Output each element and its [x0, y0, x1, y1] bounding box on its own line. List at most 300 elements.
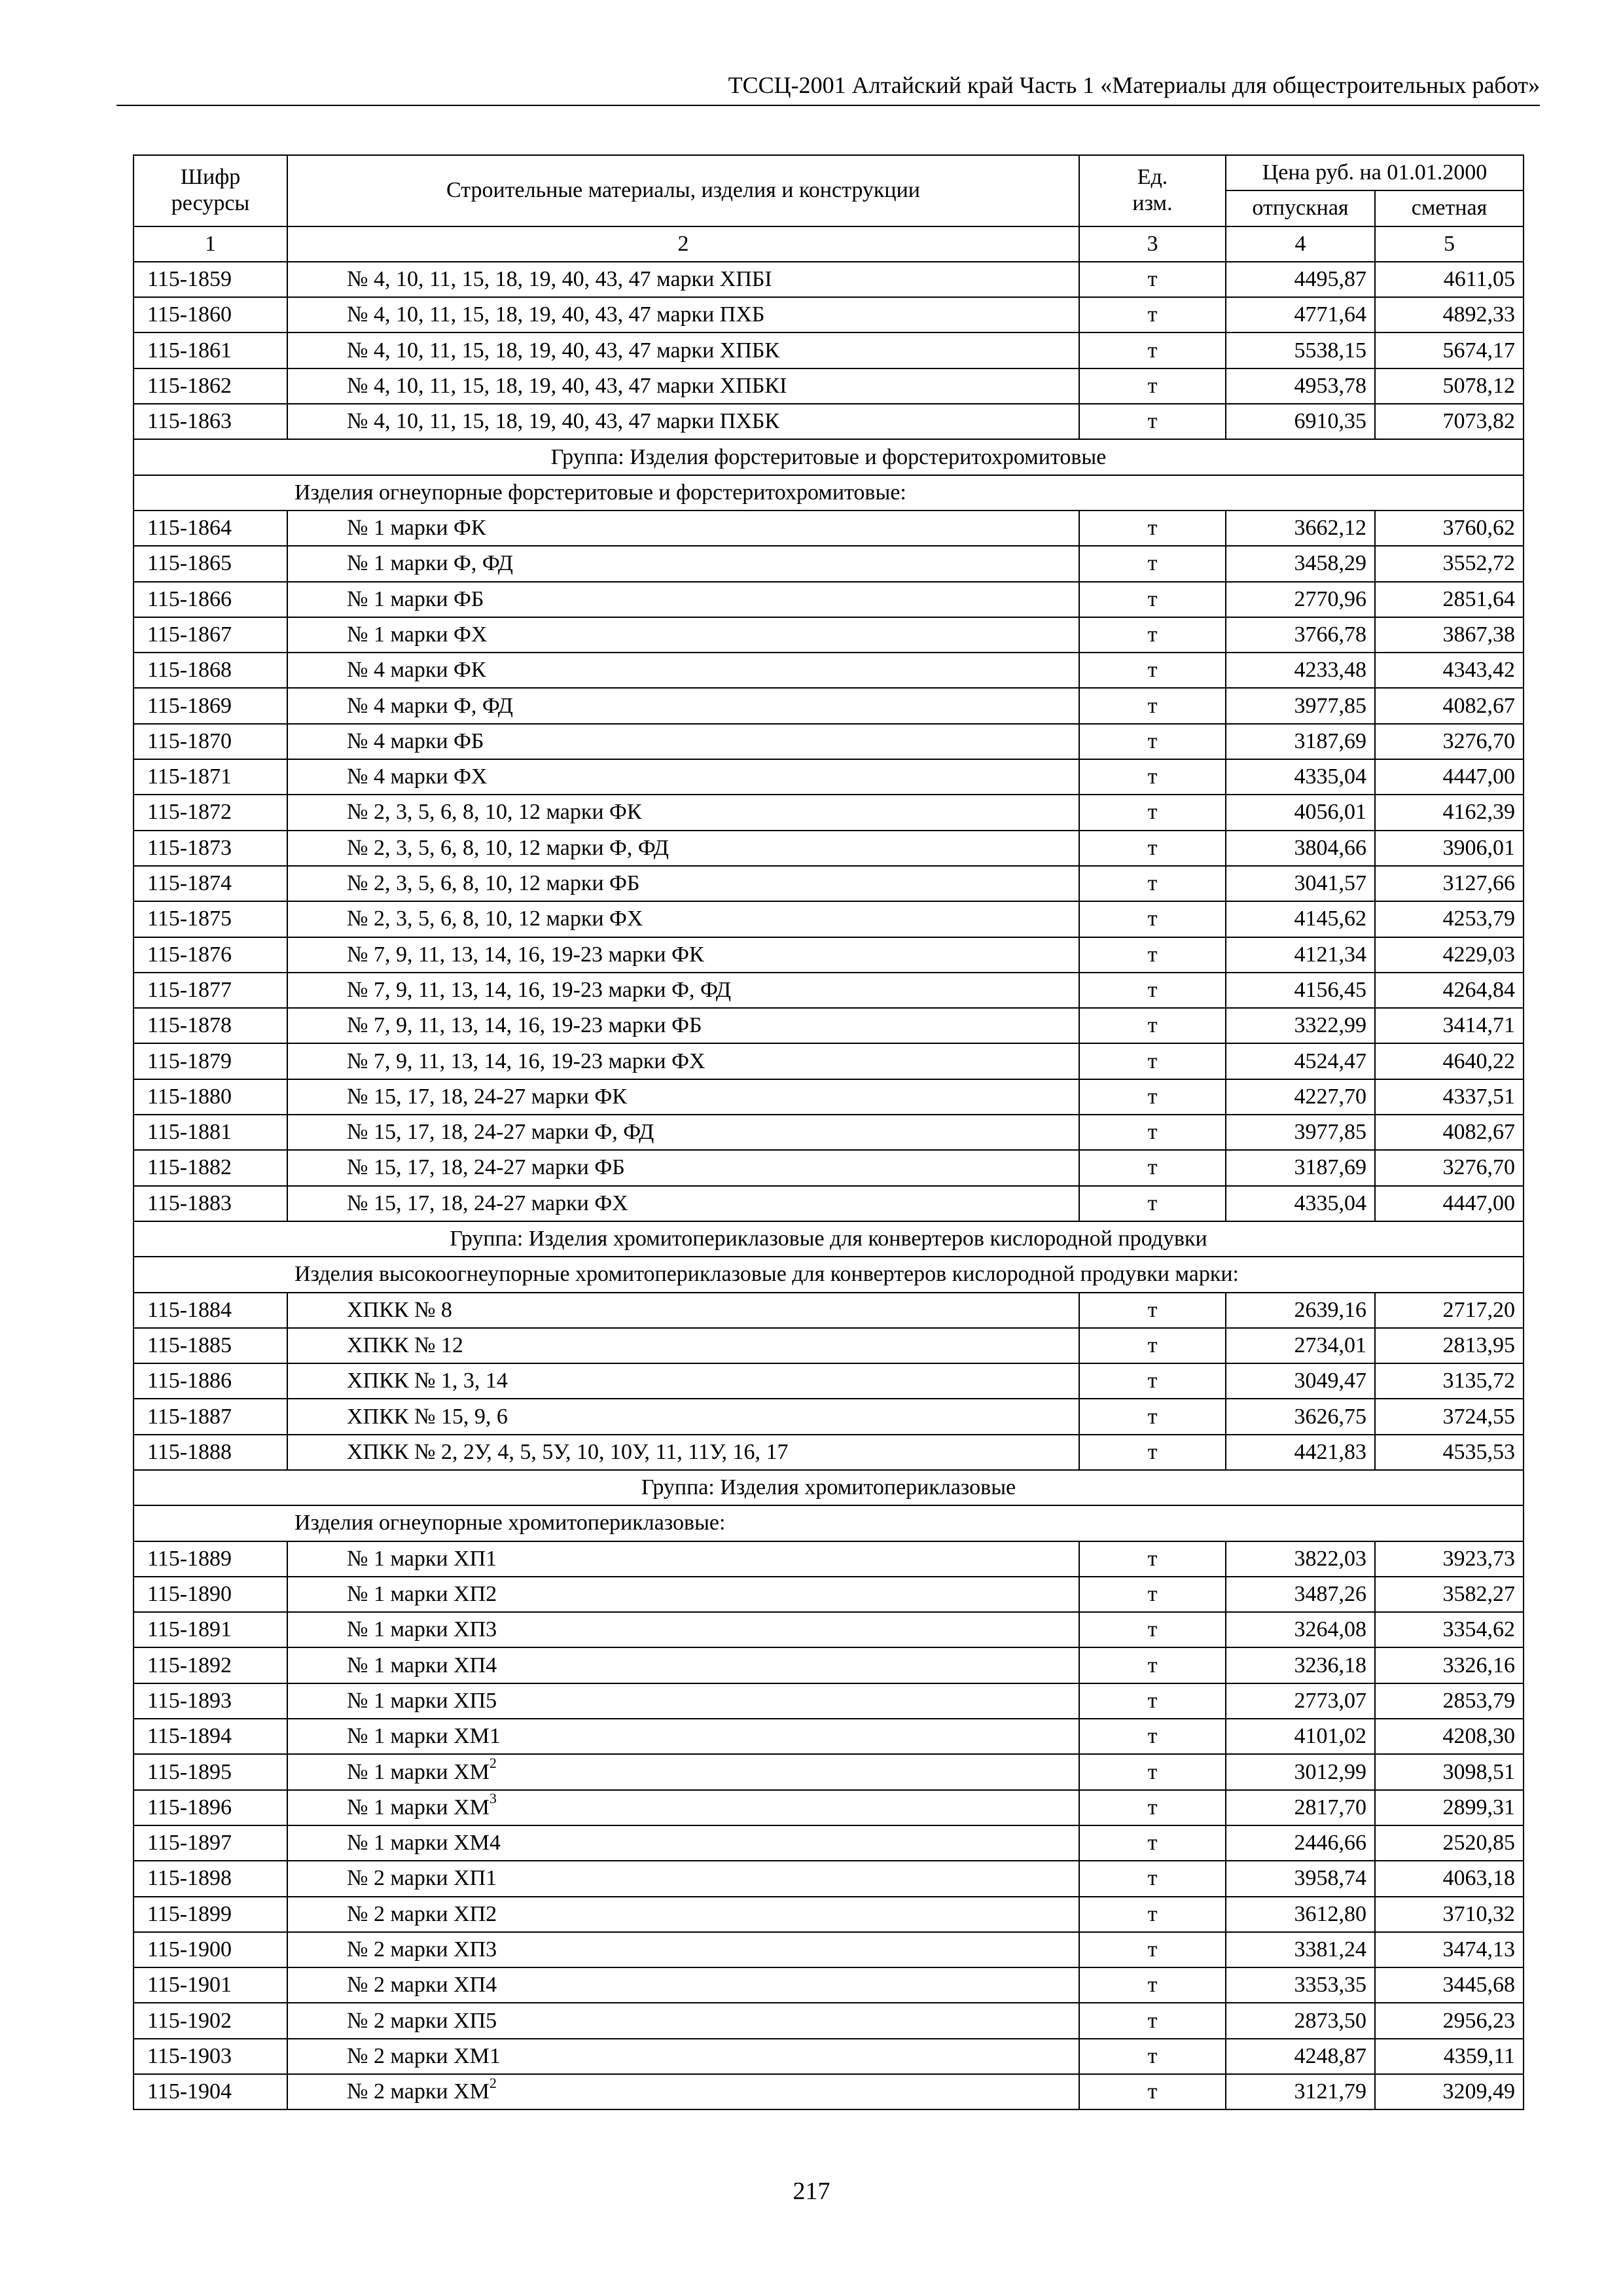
subgroup-title: Изделия огнеупорные хромитопериклазовые:	[134, 1505, 1524, 1541]
table-row	[134, 831, 1524, 866]
table-row	[134, 1967, 1524, 2003]
header-price: Цена руб. на 01.01.2000	[1226, 155, 1524, 190]
unit-of-measure: т	[1079, 1683, 1226, 1719]
table-row	[134, 901, 1524, 937]
table-row	[134, 1541, 1524, 1577]
material-name: № 1 марки ФХ	[287, 617, 1079, 653]
table-row	[134, 2039, 1524, 2074]
unit-of-measure: т	[1079, 2003, 1226, 2038]
estimate-price: 3276,70	[1375, 1150, 1524, 1185]
unit-of-measure: т	[1079, 724, 1226, 759]
resource-code: 115-1864	[134, 511, 287, 546]
table-row	[134, 1932, 1524, 1967]
release-price: 2639,16	[1226, 1293, 1375, 1328]
table-row	[134, 1186, 1524, 1221]
release-price: 4227,70	[1226, 1079, 1375, 1115]
unit-of-measure: т	[1079, 1825, 1226, 1861]
release-price: 2817,70	[1226, 1790, 1375, 1825]
unit-of-measure: т	[1079, 511, 1226, 546]
release-price: 3264,08	[1226, 1612, 1375, 1647]
resource-code: 115-1875	[134, 901, 287, 937]
resource-code: 115-1865	[134, 546, 287, 581]
material-name: № 1 марки ХП1	[287, 1541, 1079, 1577]
table-row	[134, 866, 1524, 901]
material-name: ХПКК № 12	[287, 1328, 1079, 1363]
header-rule	[116, 105, 1540, 106]
resource-code: 115-1887	[134, 1399, 287, 1434]
resource-code: 115-1903	[134, 2039, 287, 2074]
release-price: 4771,64	[1226, 297, 1375, 332]
estimate-price: 4229,03	[1375, 937, 1524, 973]
table-row	[134, 297, 1524, 332]
running-header: ТССЦ-2001 Алтайский край Часть 1 «Материалы для общестроительных работ»	[728, 72, 1540, 98]
release-price: 5538,15	[1226, 332, 1375, 368]
table-row	[134, 973, 1524, 1008]
material-name-text: № 1 марки ХМ	[347, 1759, 490, 1784]
release-price: 3822,03	[1226, 1541, 1375, 1577]
table-row	[134, 1719, 1524, 1754]
table-row	[134, 1435, 1524, 1470]
table-row	[134, 1363, 1524, 1399]
material-name: ХПКК № 8	[287, 1293, 1079, 1328]
resource-code: 115-1870	[134, 724, 287, 759]
material-name: № 4, 10, 11, 15, 18, 19, 40, 43, 47 марки ПХБК	[287, 404, 1079, 439]
resource-code: 115-1886	[134, 1363, 287, 1399]
estimate-price: 5674,17	[1375, 332, 1524, 368]
release-price: 4524,47	[1226, 1043, 1375, 1079]
unit-of-measure: т	[1079, 1719, 1226, 1754]
superscript: 2	[489, 1755, 497, 1772]
resource-code: 115-1861	[134, 332, 287, 368]
unit-of-measure: т	[1079, 368, 1226, 404]
release-price: 3041,57	[1226, 866, 1375, 901]
material-name: № 7, 9, 11, 13, 14, 16, 19-23 марки ФК	[287, 937, 1079, 973]
resource-code: 115-1902	[134, 2003, 287, 2038]
resource-code: 115-1881	[134, 1115, 287, 1150]
resource-code: 115-1871	[134, 759, 287, 795]
column-number-row	[134, 226, 1524, 262]
release-price: 2770,96	[1226, 582, 1375, 617]
subgroup-title: Изделия высокоогнеупорные хромитопериклазовые для конвертеров кислородной продувки марки:	[134, 1257, 1524, 1292]
subgroup-row	[134, 475, 1524, 511]
unit-of-measure: т	[1079, 1363, 1226, 1399]
material-name: № 7, 9, 11, 13, 14, 16, 19-23 марки ФБ	[287, 1008, 1079, 1043]
resource-code: 115-1890	[134, 1577, 287, 1612]
estimate-price: 3906,01	[1375, 831, 1524, 866]
table-body	[134, 262, 1524, 2109]
resource-code: 115-1893	[134, 1683, 287, 1719]
release-price: 3187,69	[1226, 724, 1375, 759]
table-row	[134, 368, 1524, 404]
unit-of-measure: т	[1079, 1932, 1226, 1967]
release-price: 3187,69	[1226, 1150, 1375, 1185]
release-price: 4121,34	[1226, 937, 1375, 973]
release-price: 3236,18	[1226, 1647, 1375, 1683]
material-name: № 1 марки ХП2	[287, 1577, 1079, 1612]
release-price: 4335,04	[1226, 1186, 1375, 1221]
estimate-price: 4208,30	[1375, 1719, 1524, 1754]
estimate-price: 4162,39	[1375, 795, 1524, 830]
release-price: 4233,48	[1226, 653, 1375, 688]
unit-of-measure: т	[1079, 1790, 1226, 1825]
material-name: ХПКК № 15, 9, 6	[287, 1399, 1079, 1434]
group-title: Группа: Изделия хромитопериклазовые для конвертеров кислородной продувки	[134, 1221, 1524, 1257]
material-name-text: № 1 марки ХМ	[347, 1795, 490, 1820]
material-name: № 7, 9, 11, 13, 14, 16, 19-23 марки Ф, ФД	[287, 973, 1079, 1008]
release-price: 4421,83	[1226, 1435, 1375, 1470]
unit-of-measure: т	[1079, 1043, 1226, 1079]
estimate-price: 4082,67	[1375, 688, 1524, 723]
unit-of-measure: т	[1079, 1328, 1226, 1363]
unit-of-measure: т	[1079, 1612, 1226, 1647]
unit-of-measure: т	[1079, 901, 1226, 937]
unit-of-measure: т	[1079, 2039, 1226, 2074]
unit-of-measure: т	[1079, 1541, 1226, 1577]
superscript: 3	[489, 1790, 497, 1807]
unit-of-measure: т	[1079, 866, 1226, 901]
material-name: № 1 марки ХМ1	[287, 1719, 1079, 1754]
table-row	[134, 1647, 1524, 1683]
estimate-price: 4892,33	[1375, 297, 1524, 332]
estimate-price: 3724,55	[1375, 1399, 1524, 1434]
group-title-row	[134, 439, 1524, 475]
estimate-price: 2899,31	[1375, 1790, 1524, 1825]
material-name: № 1 марки ФБ	[287, 582, 1079, 617]
release-price: 3487,26	[1226, 1577, 1375, 1612]
material-name: № 15, 17, 18, 24-27 марки ФХ	[287, 1186, 1079, 1221]
unit-of-measure: т	[1079, 688, 1226, 723]
release-price: 3958,74	[1226, 1861, 1375, 1896]
unit-of-measure: т	[1079, 1115, 1226, 1150]
release-price: 3012,99	[1226, 1754, 1375, 1789]
table-row	[134, 1790, 1524, 1825]
estimate-price: 2717,20	[1375, 1293, 1524, 1328]
table-row	[134, 1825, 1524, 1861]
release-price: 3977,85	[1226, 688, 1375, 723]
resource-code: 115-1891	[134, 1612, 287, 1647]
resource-code: 115-1869	[134, 688, 287, 723]
material-name: № 1 марки ФК	[287, 511, 1079, 546]
estimate-price: 3135,72	[1375, 1363, 1524, 1399]
group-title-row	[134, 1221, 1524, 1257]
unit-of-measure: т	[1079, 1967, 1226, 2003]
resource-code: 115-1904	[134, 2074, 287, 2109]
release-price: 3049,47	[1226, 1363, 1375, 1399]
resource-code: 115-1882	[134, 1150, 287, 1185]
header-estimate-price: сметная	[1375, 190, 1524, 226]
table-row	[134, 688, 1524, 723]
table-row	[134, 1043, 1524, 1079]
material-name: № 1 марки ХП4	[287, 1647, 1079, 1683]
material-name: № 4 марки Ф, ФД	[287, 688, 1079, 723]
estimate-price: 4264,84	[1375, 973, 1524, 1008]
estimate-price: 3326,16	[1375, 1647, 1524, 1683]
unit-of-measure: т	[1079, 1577, 1226, 1612]
estimate-price: 4447,00	[1375, 1186, 1524, 1221]
material-name: № 1 марки ХМ4	[287, 1825, 1079, 1861]
estimate-price: 4535,53	[1375, 1435, 1524, 1470]
estimate-price: 3354,62	[1375, 1612, 1524, 1647]
table-row	[134, 1612, 1524, 1647]
release-price: 4056,01	[1226, 795, 1375, 830]
material-name: № 7, 9, 11, 13, 14, 16, 19-23 марки ФХ	[287, 1043, 1079, 1079]
resource-code: 115-1884	[134, 1293, 287, 1328]
resource-code: 115-1877	[134, 973, 287, 1008]
resource-code: 115-1900	[134, 1932, 287, 1967]
superscript: 2	[489, 2074, 497, 2091]
material-name: № 4 марки ФК	[287, 653, 1079, 688]
unit-of-measure: т	[1079, 1754, 1226, 1789]
material-name: № 2 марки ХП5	[287, 2003, 1079, 2038]
material-name-text: № 2 марки ХМ	[347, 2079, 490, 2104]
release-price: 3804,66	[1226, 831, 1375, 866]
resource-code: 115-1897	[134, 1825, 287, 1861]
material-name: № 4, 10, 11, 15, 18, 19, 40, 43, 47 марки ПХБ	[287, 297, 1079, 332]
unit-of-measure: т	[1079, 1186, 1226, 1221]
release-price: 3121,79	[1226, 2074, 1375, 2109]
estimate-price: 3582,27	[1375, 1577, 1524, 1612]
estimate-price: 4063,18	[1375, 1861, 1524, 1896]
table-row	[134, 1079, 1524, 1115]
unit-of-measure: т	[1079, 1399, 1226, 1434]
table-row	[134, 937, 1524, 973]
table-row	[134, 1328, 1524, 1363]
table-row	[134, 724, 1524, 759]
material-name: № 4, 10, 11, 15, 18, 19, 40, 43, 47 марки ХПБК	[287, 332, 1079, 368]
resource-code: 115-1896	[134, 1790, 287, 1825]
material-name: № 2, 3, 5, 6, 8, 10, 12 марки ФХ	[287, 901, 1079, 937]
material-name: № 1 марки ХП3	[287, 1612, 1079, 1647]
release-price: 3322,99	[1226, 1008, 1375, 1043]
release-price: 3381,24	[1226, 1932, 1375, 1967]
estimate-price: 2956,23	[1375, 2003, 1524, 2038]
material-name: № 15, 17, 18, 24-27 марки ФК	[287, 1079, 1079, 1115]
table-row	[134, 582, 1524, 617]
release-price: 3662,12	[1226, 511, 1375, 546]
release-price: 4156,45	[1226, 973, 1375, 1008]
resource-code: 115-1862	[134, 368, 287, 404]
resource-code: 115-1867	[134, 617, 287, 653]
unit-of-measure: т	[1079, 1079, 1226, 1115]
column-number: 3	[1079, 226, 1226, 262]
release-price: 4953,78	[1226, 368, 1375, 404]
table-row	[134, 653, 1524, 688]
table-row	[134, 2074, 1524, 2109]
table-row	[134, 1897, 1524, 1932]
material-name: ХПКК № 2, 2У, 4, 5, 5У, 10, 10У, 11, 11У, 16, 17	[287, 1435, 1079, 1470]
table-row	[134, 795, 1524, 830]
material-name: № 15, 17, 18, 24-27 марки Ф, ФД	[287, 1115, 1079, 1150]
table-row	[134, 1150, 1524, 1185]
table-row	[134, 1754, 1524, 1789]
material-name: № 4 марки ФХ	[287, 759, 1079, 795]
header-release-price: отпускная	[1226, 190, 1375, 226]
table-row	[134, 1577, 1524, 1612]
table-row	[134, 2003, 1524, 2038]
resource-code: 115-1885	[134, 1328, 287, 1363]
resource-code: 115-1880	[134, 1079, 287, 1115]
price-table	[133, 154, 1524, 2110]
estimate-price: 2851,64	[1375, 582, 1524, 617]
estimate-price: 3923,73	[1375, 1541, 1524, 1577]
estimate-price: 4082,67	[1375, 1115, 1524, 1150]
release-price: 2734,01	[1226, 1328, 1375, 1363]
release-price: 2773,07	[1226, 1683, 1375, 1719]
unit-of-measure: т	[1079, 1897, 1226, 1932]
material-name: № 2 марки ХП3	[287, 1932, 1079, 1967]
unit-of-measure: т	[1079, 795, 1226, 830]
unit-of-measure: т	[1079, 1861, 1226, 1896]
material-name: № 2 марки ХП4	[287, 1967, 1079, 2003]
table-row	[134, 1115, 1524, 1150]
resource-code: 115-1876	[134, 937, 287, 973]
unit-of-measure: т	[1079, 2074, 1226, 2109]
resource-code: 115-1878	[134, 1008, 287, 1043]
estimate-price: 4447,00	[1375, 759, 1524, 795]
release-price: 4495,87	[1226, 262, 1375, 297]
resource-code: 115-1894	[134, 1719, 287, 1754]
estimate-price: 2853,79	[1375, 1683, 1524, 1719]
release-price: 6910,35	[1226, 404, 1375, 439]
table-row	[134, 1683, 1524, 1719]
release-price: 3766,78	[1226, 617, 1375, 653]
resource-code: 115-1873	[134, 831, 287, 866]
column-number: 2	[287, 226, 1079, 262]
release-price: 4145,62	[1226, 901, 1375, 937]
material-name	[287, 2074, 1079, 2109]
column-number: 5	[1375, 226, 1524, 262]
estimate-price: 3098,51	[1375, 1754, 1524, 1789]
estimate-price: 4611,05	[1375, 262, 1524, 297]
material-name: № 4 марки ФБ	[287, 724, 1079, 759]
estimate-price: 3414,71	[1375, 1008, 1524, 1043]
header-unit: Ед. изм.	[1079, 155, 1226, 226]
unit-of-measure: т	[1079, 1293, 1226, 1328]
resource-code: 115-1874	[134, 866, 287, 901]
header-name: Строительные материалы, изделия и конструкции	[287, 155, 1079, 226]
unit-of-measure: т	[1079, 297, 1226, 332]
resource-code: 115-1895	[134, 1754, 287, 1789]
unit-of-measure: т	[1079, 831, 1226, 866]
resource-code: 115-1883	[134, 1186, 287, 1221]
resource-code: 115-1863	[134, 404, 287, 439]
subgroup-title: Изделия огнеупорные форстеритовые и форстеритохромитовые:	[134, 475, 1524, 511]
material-name: ХПКК № 1, 3, 14	[287, 1363, 1079, 1399]
subgroup-row	[134, 1257, 1524, 1292]
unit-of-measure: т	[1079, 653, 1226, 688]
release-price: 2873,50	[1226, 2003, 1375, 2038]
estimate-price: 3710,32	[1375, 1897, 1524, 1932]
estimate-price: 2520,85	[1375, 1825, 1524, 1861]
resource-code: 115-1898	[134, 1861, 287, 1896]
estimate-price: 4343,42	[1375, 653, 1524, 688]
material-name: № 4, 10, 11, 15, 18, 19, 40, 43, 47 марки ХПБКI	[287, 368, 1079, 404]
group-title: Группа: Изделия форстеритовые и форстеритохромитовые	[134, 439, 1524, 475]
header-code: Шифр ресурсы	[134, 155, 287, 226]
resource-code: 115-1888	[134, 1435, 287, 1470]
group-title-row	[134, 1470, 1524, 1505]
estimate-price: 2813,95	[1375, 1328, 1524, 1363]
table-row	[134, 404, 1524, 439]
material-name: № 2, 3, 5, 6, 8, 10, 12 марки Ф, ФД	[287, 831, 1079, 866]
column-number: 1	[134, 226, 287, 262]
material-name: № 2 марки ХП1	[287, 1861, 1079, 1896]
estimate-price: 3760,62	[1375, 511, 1524, 546]
estimate-price: 3276,70	[1375, 724, 1524, 759]
table-row	[134, 1861, 1524, 1896]
estimate-price: 3127,66	[1375, 866, 1524, 901]
release-price: 4248,87	[1226, 2039, 1375, 2074]
resource-code: 115-1879	[134, 1043, 287, 1079]
unit-of-measure: т	[1079, 759, 1226, 795]
resource-code: 115-1866	[134, 582, 287, 617]
column-number: 4	[1226, 226, 1375, 262]
group-title: Группа: Изделия хромитопериклазовые	[134, 1470, 1524, 1505]
unit-of-measure: т	[1079, 1435, 1226, 1470]
table-row	[134, 759, 1524, 795]
material-name: № 15, 17, 18, 24-27 марки ФБ	[287, 1150, 1079, 1185]
resource-code: 115-1901	[134, 1967, 287, 2003]
estimate-price: 3474,13	[1375, 1932, 1524, 1967]
resource-code: 115-1872	[134, 795, 287, 830]
release-price: 4335,04	[1226, 759, 1375, 795]
estimate-price: 3552,72	[1375, 546, 1524, 581]
material-name: № 1 марки Ф, ФД	[287, 546, 1079, 581]
estimate-price: 3209,49	[1375, 2074, 1524, 2109]
estimate-price: 5078,12	[1375, 368, 1524, 404]
release-price: 3458,29	[1226, 546, 1375, 581]
material-name	[287, 1754, 1079, 1789]
estimate-price: 7073,82	[1375, 404, 1524, 439]
estimate-price: 3445,68	[1375, 1967, 1524, 2003]
unit-of-measure: т	[1079, 332, 1226, 368]
estimate-price: 4253,79	[1375, 901, 1524, 937]
release-price: 2446,66	[1226, 1825, 1375, 1861]
unit-of-measure: т	[1079, 262, 1226, 297]
resource-code: 115-1868	[134, 653, 287, 688]
material-name: № 2, 3, 5, 6, 8, 10, 12 марки ФБ	[287, 866, 1079, 901]
estimate-price: 3867,38	[1375, 617, 1524, 653]
page-number: 217	[793, 2178, 830, 2205]
material-name: № 2 марки ХМ1	[287, 2039, 1079, 2074]
subgroup-row	[134, 1505, 1524, 1541]
resource-code: 115-1892	[134, 1647, 287, 1683]
table-row	[134, 262, 1524, 297]
material-name: № 2 марки ХП2	[287, 1897, 1079, 1932]
unit-of-measure: т	[1079, 617, 1226, 653]
resource-code: 115-1860	[134, 297, 287, 332]
release-price: 3977,85	[1226, 1115, 1375, 1150]
resource-code: 115-1899	[134, 1897, 287, 1932]
table-header-row	[134, 155, 1524, 190]
material-name: № 1 марки ХП5	[287, 1683, 1079, 1719]
table-row	[134, 1008, 1524, 1043]
unit-of-measure: т	[1079, 582, 1226, 617]
table-row	[134, 511, 1524, 546]
unit-of-measure: т	[1079, 973, 1226, 1008]
unit-of-measure: т	[1079, 937, 1226, 973]
unit-of-measure: т	[1079, 404, 1226, 439]
material-name: № 2, 3, 5, 6, 8, 10, 12 марки ФК	[287, 795, 1079, 830]
unit-of-measure: т	[1079, 546, 1226, 581]
release-price: 3353,35	[1226, 1967, 1375, 2003]
resource-code: 115-1889	[134, 1541, 287, 1577]
table-row	[134, 1293, 1524, 1328]
estimate-price: 4337,51	[1375, 1079, 1524, 1115]
unit-of-measure: т	[1079, 1647, 1226, 1683]
estimate-price: 4640,22	[1375, 1043, 1524, 1079]
material-name: № 4, 10, 11, 15, 18, 19, 40, 43, 47 марки ХПБI	[287, 262, 1079, 297]
